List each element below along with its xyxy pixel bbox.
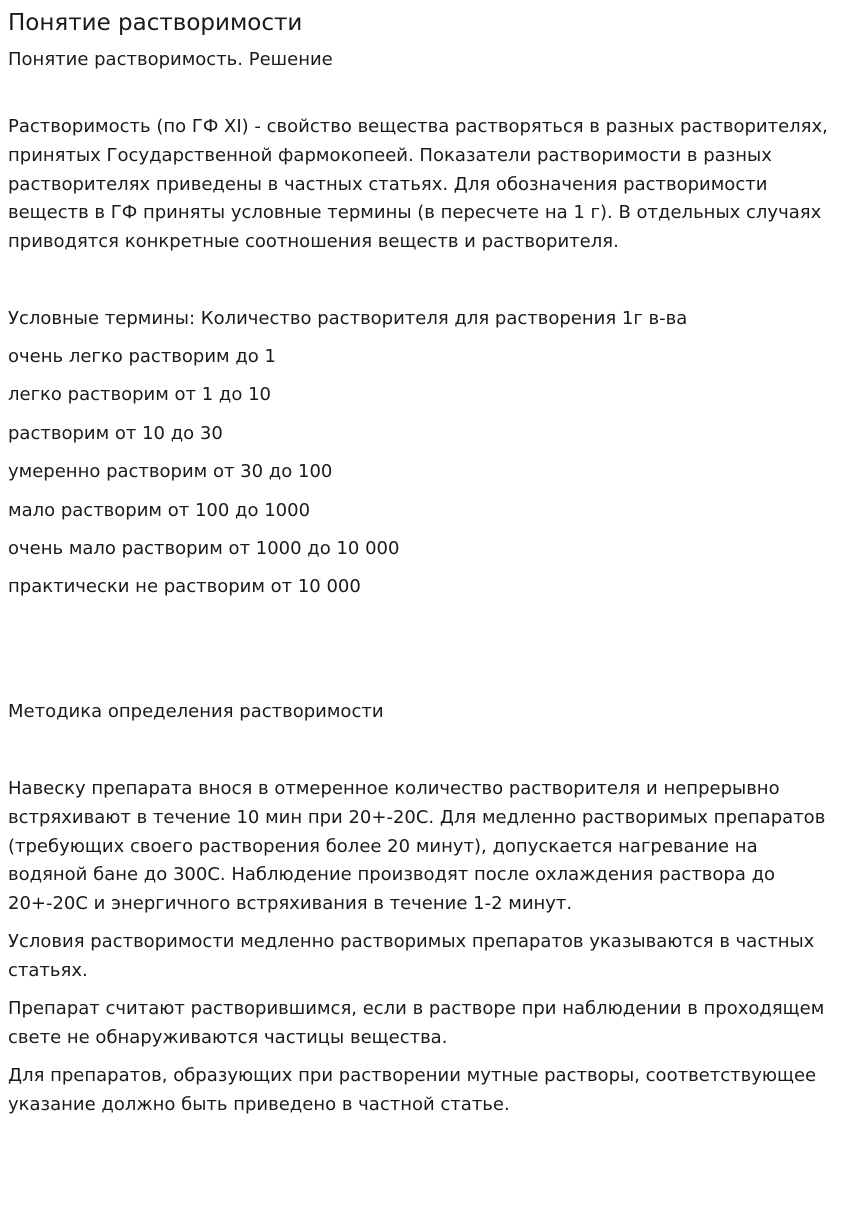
term-item: очень мало растворим от 1000 до 10 000: [8, 538, 400, 560]
spacer: [8, 266, 839, 304]
term-item: умеренно растворим от 30 до 100: [8, 461, 333, 483]
method-paragraph: Препарат считают растворившимся, если в растворе при наблюдении в проходящем свете не обнаруживаются частицы вещества.: [8, 998, 825, 1049]
spacer: [8, 737, 839, 775]
intro-paragraph: Растворимость (по ГФ XI) - свойство вещества растворяться в разных растворителях, принятых Государственной фармокопеей. Показатели растворимости в разных растворителях приведены в частных статьях. Для обозначения растворимости веществ в ГФ приняты условные термины (в пересчете на 1 г). В отдельных случаях приводятся конкретные соотношения веществ и растворителя.: [8, 116, 828, 252]
method-paragraph: Навеску препарата внося в отмеренное количество растворителя и непрерывно встряхивают в течение 10 мин при 20+-20С. Для медленно растворимых препаратов (требующих своего растворения более 20 минут), допускается нагревание на водяной бане до 300С. Наблюдение производят после охлаждения раствора до 20+-20С и энергичного встряхивания в течение 1-2 минут.: [8, 778, 826, 914]
term-item: практически не растворим от 10 000: [8, 576, 361, 598]
method-paragraph: Условия растворимости медленно растворимых препаратов указываются в частных статьях.: [8, 931, 815, 981]
method-paragraph: Для препаратов, образующих при растворении мутные растворы, соответствующее указание должно быть приведено в частной статье.: [8, 1065, 817, 1116]
spacer: [8, 612, 839, 699]
term-item: очень легко растворим до 1: [8, 346, 276, 368]
spacer: [8, 75, 839, 113]
page-title: Понятие растворимости: [8, 10, 303, 36]
terms-header: Условные термины: Количество растворителя для растворения 1г в-ва: [8, 307, 688, 329]
term-item: растворим от 10 до 30: [8, 422, 223, 444]
page-subtitle: Понятие растворимость. Решение: [8, 49, 333, 70]
term-item: легко растворим от 1 до 10: [8, 384, 272, 406]
method-header: Методика определения растворимости: [8, 701, 384, 723]
term-item: мало растворим от 100 до 1000: [8, 499, 311, 521]
